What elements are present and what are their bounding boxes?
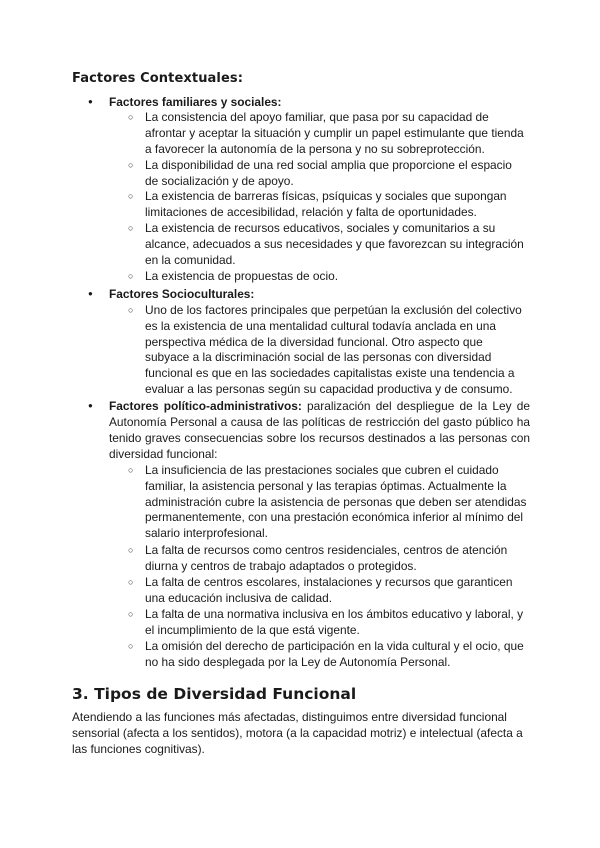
section-3-paragraph: Atendiendo a las funciones más afectadas, distinguimos entre diversidad funcional sensorial (afecta a los sentidos), motora (a la capacidad motriz) e intelectual (afecta a las funciones cognitivas).	[72, 710, 523, 756]
sub-bullet	[128, 221, 528, 268]
sub-bullet-text: ○ La falta de centros escolares, instalaciones y recursos que garanticen una educación inclusiva de calidad.	[145, 575, 513, 605]
sub-bullet-text: ○ La falta de recursos como centros residenciales, centros de atención diurna y centros de trabajo adaptados o protegidos.	[145, 543, 508, 573]
sub-bullet-text: ○ La falta de una normativa inclusiva en los ámbitos educativo y laboral, y el incumplimiento de la que está vigente.	[145, 607, 524, 637]
sub-bullet-text: ○ La disponibilidad de una red social amplia que proporcione el espacio de socialización y de apoyo.	[145, 158, 512, 188]
bullet-intro-text: paralización del despliegue de la Ley de Autonomía Personal a causa de las políticas de restricción del gasto público ha tenido graves consecuencias sobre los recursos destinados a las personas con diversidad funcional:	[109, 399, 530, 461]
sub-bullet	[128, 110, 528, 157]
sub-bullet	[128, 607, 528, 639]
sub-bullet-text: ○ La omisión del derecho de participación en la vida cultural y el ocio, que no ha sido desplegada por la Ley de Autonomía Personal.	[145, 639, 524, 669]
sub-bullet-text: ○ Uno de los factores principales que perpetúan la exclusión del colectivo es la existencia de una mentalidad cultural todavía anclada en una perspectiva médica de la diversidad funcional. Otro aspecto que subyace a la discriminación social de las personas con diversidad funcional es que en las sociedades capitalistas existe una tendencia a evaluar a las personas según su capacidad productiva y de consumo.	[145, 303, 522, 396]
sub-bullet	[128, 303, 528, 398]
bullet-socioculturales	[90, 286, 530, 302]
sub-bullet-text: ○ La insuficiencia de las prestaciones sociales que cubren el cuidado familiar, la asistencia personal y las terapias óptimas. Actualmente la administración cubre la asistencia de personas que deben ser atendidas permanentemente, con una prestación económica inferior al mínimo del salario interprofesional.	[145, 463, 527, 541]
sub-bullet	[128, 543, 528, 575]
sub-bullet	[128, 269, 528, 285]
bullet-title: Factores político-administrativos:	[109, 399, 302, 413]
sub-bullet-text: ○ La existencia de recursos educativos, sociales y comunitarios a su alcance, adecuados a sus necesidades y que favorezcan su integración en la comunidad.	[145, 221, 524, 267]
bullet-familiares	[90, 94, 530, 110]
sub-bullet	[128, 575, 528, 607]
sub-bullet-text: ○ La consistencia del apoyo familiar, que pasa por su capacidad de afrontar y aceptar la situación y cumplir un papel estimulante que tienda a favorecer la autonomía de la persona y no su sobreprotección.	[145, 110, 524, 156]
bullet-politico-administrativos	[90, 398, 530, 462]
bullet-title: Factores Socioculturales:	[109, 287, 255, 301]
sub-bullet	[128, 463, 528, 542]
sub-bullet-text: ○ La existencia de barreras físicas, psíquicas y sociales que supongan limitaciones de accesibilidad, relación y falta de oportunidades.	[145, 189, 507, 219]
sub-bullet	[128, 639, 528, 671]
section-3-title: 3. Tipos de Diversidad Funcional	[72, 685, 357, 703]
sub-bullet	[128, 189, 528, 221]
bullet-title: Factores familiares y sociales:	[109, 95, 282, 109]
section-heading: Factores Contextuales:	[72, 71, 244, 86]
sub-bullet	[128, 158, 528, 190]
sub-bullet-text: ○ La existencia de propuestas de ocio.	[145, 269, 339, 283]
